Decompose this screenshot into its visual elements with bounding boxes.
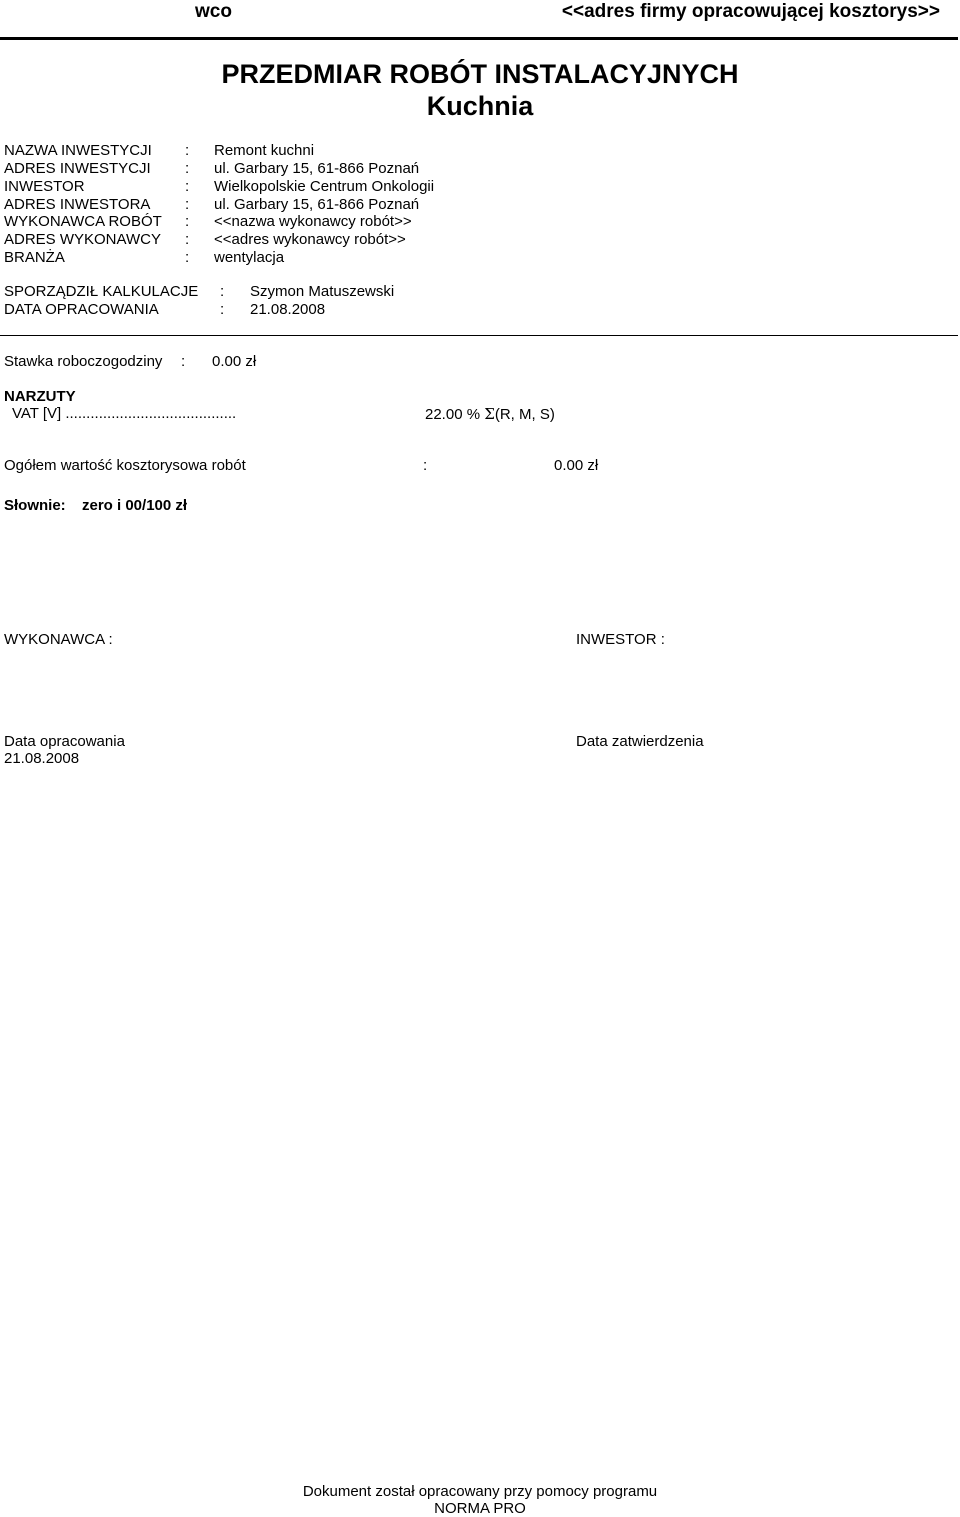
info-label: WYKONAWCA ROBÓT bbox=[4, 213, 162, 230]
header-company-address: <<adres firmy opracowującej kosztorys>> bbox=[561, 1, 940, 22]
calc-value: Szymon Matuszewski bbox=[250, 283, 395, 300]
info-separator: : bbox=[185, 231, 190, 248]
in-words-label: Słownie: bbox=[4, 497, 66, 514]
info-label: INWESTOR bbox=[4, 178, 85, 195]
info-label: NAZWA INWESTYCJI bbox=[4, 142, 152, 159]
info-separator: : bbox=[185, 142, 190, 159]
vat-label: VAT [V] ......................................... bbox=[12, 405, 237, 422]
header-company-code: wco bbox=[195, 1, 232, 22]
contractor-signature-label: WYKONAWCA : bbox=[4, 631, 113, 648]
investor-signature-label: INWESTOR : bbox=[576, 631, 665, 648]
surcharges-heading: NARZUTY bbox=[4, 388, 76, 405]
approval-date-label: Data zatwierdzenia bbox=[576, 733, 704, 750]
header-divider bbox=[0, 37, 958, 40]
info-label: ADRES INWESTORA bbox=[4, 196, 151, 213]
info-value: ul. Garbary 15, 61-866 Poznań bbox=[214, 160, 420, 177]
info-separator: : bbox=[185, 178, 190, 195]
info-value: Wielkopolskie Centrum Onkologii bbox=[214, 178, 435, 195]
footer-note: Dokument został opracowany przy pomocy programu bbox=[302, 1483, 658, 1500]
footer-program-name: NORMA PRO bbox=[434, 1500, 526, 1517]
info-value: ul. Garbary 15, 61-866 Poznań bbox=[214, 196, 420, 213]
sigma-icon: Σ bbox=[484, 405, 495, 423]
labor-rate-value: 0.00 zł bbox=[212, 353, 257, 370]
info-value: <<adres wykonawcy robót>> bbox=[214, 231, 406, 248]
info-label: BRANŻA bbox=[4, 249, 65, 266]
info-separator: : bbox=[185, 160, 190, 177]
calc-value: 21.08.2008 bbox=[250, 301, 326, 318]
labor-rate-separator: : bbox=[181, 353, 186, 370]
info-label: ADRES WYKONAWCY bbox=[4, 231, 161, 248]
calc-separator: : bbox=[220, 301, 225, 318]
calc-label: DATA OPRACOWANIA bbox=[4, 301, 159, 318]
info-value: <<nazwa wykonawcy robót>> bbox=[214, 213, 412, 230]
vat-value bbox=[425, 405, 555, 423]
info-value: Remont kuchni bbox=[214, 142, 315, 159]
vat-percent: 22.00 % bbox=[425, 406, 481, 423]
info-value: wentylacja bbox=[214, 249, 285, 266]
total-value: 0.00 zł bbox=[554, 457, 599, 474]
prep-date-label: Data opracowania bbox=[4, 733, 125, 750]
in-words-value: zero i 00/100 zł bbox=[82, 497, 188, 514]
total-separator: : bbox=[423, 457, 428, 474]
document-subtitle: Kuchnia bbox=[426, 91, 534, 121]
info-separator: : bbox=[185, 249, 190, 266]
info-separator: : bbox=[185, 196, 190, 213]
labor-rate-label: Stawka roboczogodziny bbox=[4, 353, 163, 370]
info-label: ADRES INWESTYCJI bbox=[4, 160, 151, 177]
calc-label: SPORZĄDZIŁ KALKULACJE bbox=[4, 283, 199, 300]
vat-basis: (R, M, S) bbox=[494, 406, 555, 423]
section-divider bbox=[0, 335, 958, 336]
document-title: PRZEDMIAR ROBÓT INSTALACYJNYCH bbox=[221, 59, 739, 89]
info-separator: : bbox=[185, 213, 190, 230]
total-label: Ogółem wartość kosztorysowa robót bbox=[4, 457, 246, 474]
prep-date-value: 21.08.2008 bbox=[4, 750, 80, 767]
calc-separator: : bbox=[220, 283, 225, 300]
